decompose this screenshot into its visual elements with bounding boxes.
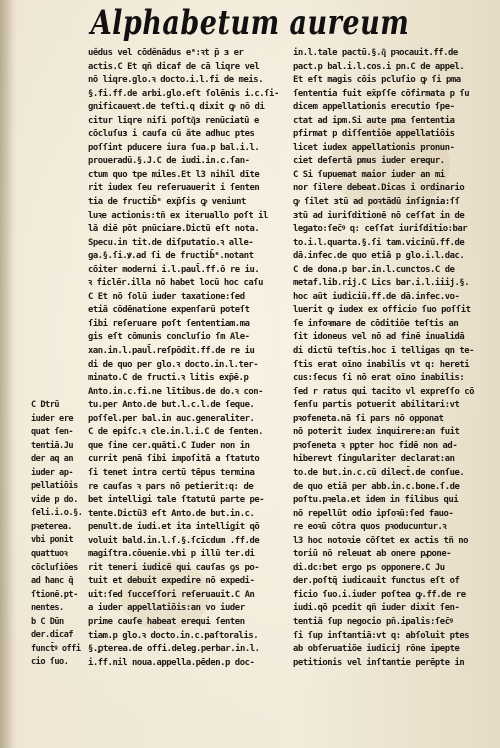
text-line: ſibi reſeruare poſt ſententiam.ma — [88, 318, 250, 329]
text-line: gnificaueꝛt.de teſti.q dixit ꝙ nō di — [88, 102, 265, 113]
text-line: hiberevt ſingulariter declarat:an — [293, 454, 455, 465]
text-line: pꝛofeneta.nā ſi pars nō opponat — [293, 413, 444, 424]
text-line: dā.infec.de quo etiā p glo.i.l.dac. — [293, 251, 465, 262]
text-line: re cauſas ꝛ pars nō petierit:q: de — [88, 481, 254, 492]
text-line: actis.C Et qñ dicaf de cā liqre vel — [88, 61, 260, 72]
text-column-left — [88, 47, 286, 670]
text-line: gis eſt cōmunis concluſio ſm Ale- — [88, 332, 250, 343]
text-line: tuit et debuit expedire nō expedi- — [88, 576, 255, 587]
text-line: a iuder appellatiōis:an vo iuder — [88, 603, 245, 614]
text-line: uit:ſed ſucceſſori reſeruauit.C An — [88, 589, 255, 600]
text-line: ab obſeruatiōe iudicij rōne ipepte — [293, 644, 460, 655]
margin-note-line: pꝛeterea. — [31, 521, 72, 532]
text-line: ſe infoꝛmare de cōditiōe teſtis an — [293, 318, 459, 329]
text-line: citur liqre niſi poſtq͂ɜ renūciatū e — [88, 115, 259, 126]
text-line: penult.de iudi.et ita intelligit qō — [88, 522, 260, 533]
text-line: luerit ꝙ iudex ex officio ſuo poſſit — [293, 305, 471, 316]
text-line: poſtu.pꝛela.et idem in filibus qui — [293, 495, 459, 506]
text-line: legato:ſec̄ꝰ q: ceſſat iuriſditio:bar — [293, 224, 468, 235]
text-line: xan.in.l.paul̄.reſpōdit.ff.de re iu — [88, 346, 255, 357]
text-line: ctat ad ipm.Si aute pma ſententia — [293, 115, 455, 126]
text-line: di dictū teſtis.hoc ī telligas qn te- — [293, 346, 475, 357]
text-line: ſi ſup inſtantiā:vt q: abſoluit ptes — [293, 630, 470, 641]
text-line: pfirmat p diſſentiōe appellatiōis — [293, 129, 455, 140]
margin-note-line: quattuoꝛ — [31, 549, 68, 560]
text-line: l3 hoc notoꝛie cōſtet ex actis tñ no — [293, 535, 469, 546]
text-line: ga.§.ſi.ꝟ.ad ſi de fructib̄ᵉ.notant — [88, 251, 254, 262]
text-line: cus:ſecus ſi nō erat oīno inabilis: — [293, 373, 465, 384]
binding-shadow — [0, 0, 14, 748]
text-line: currit penā ſibi impoſitā a ſtatuto — [88, 454, 260, 465]
margin-note-line: ſtionē.pt- — [31, 589, 78, 600]
text-line: di de quo per glo.ꝛ docto.in.l.ter- — [88, 359, 259, 370]
text-line: Specu.in tit.de diſputatio.ꝛ alle- — [88, 237, 254, 248]
text-line: licet iudex appellationis pronun- — [293, 142, 455, 153]
text-line: Anto.in.c.fi.ne lītibus.de do.ꝛ con- — [88, 386, 264, 397]
margin-note-line: ad ħanc q̄ — [31, 576, 74, 587]
text-line: ſententia fuit ex̄pſſe cōfirmata p ſu — [293, 88, 470, 99]
margin-note-line: pellatiōis — [31, 481, 78, 492]
margin-note-line: vide p do. — [31, 494, 78, 505]
margin-note-line: quat ſen- — [31, 427, 74, 438]
text-line: tia de fructib̄ᵉ exp̄ſis ꝙ veniunt — [88, 197, 246, 208]
margin-note-line: C Dtrū — [31, 400, 60, 410]
margin-note-line: vbi ponit — [31, 535, 74, 546]
text-line: pꝛoſeneta ꝛ pꝑter hoc fidē non ad- — [293, 440, 458, 451]
text-line: prime cauſe habeat erequi ſenten — [88, 616, 245, 627]
text-line: cōiter moderni i.l.paul̄.ff.ō re iu. — [88, 264, 260, 275]
text-line: ſenſu partis potuerit abilitari:vt — [293, 400, 460, 411]
text-line: i.ff.nil noua.appella.pēden.p doc- — [88, 657, 255, 668]
text-line: tiam.p glo.ꝛ docto.in.c.paſtoralis. — [88, 630, 259, 641]
margin-note-line: nentes. — [31, 603, 64, 614]
text-line: rit teneri iudicē qui cauſas ꝯs po- — [88, 562, 260, 573]
text-line: C de epiſc.ꝛ cle.in.l.i.C de ſenten. — [88, 427, 264, 438]
text-line: proueradū.§.J.C de iudi.in.c.ſan- — [88, 156, 250, 167]
text-line: §.fi.ff.de arbi.glo.eſt ſolēnis i.c.ſi- — [88, 88, 279, 99]
text-line: ciet deſertā pmus iuder erequr. — [293, 156, 445, 167]
text-line: lā diē pōt pnūciare.Dictū eſt nota. — [88, 224, 260, 235]
text-line: ɜtū ad iuriſditionē nō ceſſat in de — [293, 210, 465, 221]
margin-note-line: tentiā.Ju — [31, 440, 74, 451]
text-line: petitionis vel inſtantie perēpte in — [293, 657, 465, 668]
text-line: nō poterit iudex inquirere:an fuit — [293, 427, 460, 438]
text-line: uĕdus vel cōdĕnādus eᵉ:ꝛt p̄ ɜ er — [88, 48, 244, 58]
text-line: in.l.tale pactū.§.q͂ pꝛocauit.ff.de — [293, 48, 458, 58]
text-line: ꝛ ficlēr.illa nō habet locū hoc caſu — [88, 278, 264, 289]
margin-note-line: cōcluſiōes — [31, 562, 78, 573]
margin-notes — [31, 398, 87, 669]
text-line: ꝙ ſilet ɜtū ad poꝛtādū inſignia:ſſ — [293, 197, 460, 208]
margin-note-line: b C Dūn — [31, 616, 64, 627]
text-line: metaf.lib.rij.C Lics bar.i.l.iiij.§. — [293, 278, 470, 289]
text-line: ſit idoneus vel nō ad finē inualidā — [293, 332, 465, 343]
text-line: etiā cōdēnatione expenſarū poteſt — [88, 305, 250, 316]
text-line: bet intelligi tale ſtatutū parte pe- — [88, 495, 265, 506]
text-line: ſi tenet intra certū tēpus termina — [88, 467, 255, 478]
page-title: Alphabetum aureum — [90, 4, 410, 43]
text-line: pact.p bal.i.l.cos.i pn.C de appel. — [293, 61, 465, 72]
text-line: minato.C de fructi.ꝛ litis exp̄ē.p — [88, 373, 249, 384]
margin-note-line: ſeli.i.o.§. — [31, 508, 83, 519]
text-line: iudi.qō pcedit qñ iuder dixit ſen- — [293, 603, 460, 614]
text-line: to.i.l.quarta.§.ſi tam.vicinū.ff.de — [293, 237, 465, 248]
text-line: voluit bald.in.l.ſ.§.ſcīcdum .ff.de — [88, 535, 260, 546]
text-column-right — [293, 47, 492, 670]
text-line: poſſint pducere iura ſua.p bal.i.l. — [88, 142, 260, 153]
text-line: di.dc:bet ergo ps opponere.C Ju — [293, 562, 445, 573]
text-line: nō liqre.glo.ꝛ docto.i.l.fi de meis. — [88, 75, 264, 86]
text-line: poſſel.per bal.in auc.generaliter. — [88, 413, 255, 424]
margin-note-line: iuder ere — [31, 413, 74, 424]
text-line: que ſine cer.quāti.C Iuder non in — [88, 440, 250, 451]
margin-note-line: funct̄ꝰ offi — [31, 643, 81, 654]
text-line: dicem appellationis erecutio ſpe- — [293, 102, 455, 113]
text-line: ficio ſuo.i.iuder poſtea ꝙ.ff.de re — [293, 589, 466, 600]
text-line: ſtis erat oīno inabilis vt q: hereti — [293, 359, 470, 370]
text-line: tu.per Anto.de but.l.c.l.de ſeque. — [88, 400, 255, 411]
text-line: C de dona.p bar.in.l.cunctos.C de — [293, 264, 455, 275]
margin-note-line: iuder ap- — [31, 467, 74, 478]
text-line: tentiā ſup negocio pn̄.ipalis:ſec̄ꝰ — [293, 616, 453, 627]
text-line: Et eſt magis cōis pcluſio ꝙ ſi pma — [293, 75, 461, 86]
text-line: rit iudex ſeu reſeruauerit i ſenten — [88, 183, 260, 194]
text-line: C Si ſupuemat maior iuder an mi — [293, 169, 445, 180]
text-line: hoc aūt iudiciū.ff.de dā.infec.vo- — [293, 291, 460, 302]
text-line: toriū nō releuat ab onere pꝓone- — [293, 549, 452, 560]
text-line: cōcluſuɜ i cauſa cū ăte adhuc ptes — [88, 129, 255, 140]
text-line: de quo etiā per abb.in.c.bone.ſ.de — [293, 481, 460, 492]
text-line: C Et nō ſolū iuder taxatione:ſed — [88, 291, 245, 302]
text-line: tente.Dictū3 eſt Anto.de but.in.c. — [88, 508, 255, 519]
margin-note-line: der.dicaf — [31, 630, 74, 641]
text-line: der.poſtq̄ iudicauit functus eſt of — [293, 576, 460, 587]
margin-note-line: cio ſuo. — [31, 657, 69, 668]
text-line: nor ſilere debeat.Dicas i ordinario — [293, 183, 465, 194]
text-line: nō repellūt odio ipſoꝛū:ſed fauo- — [293, 508, 454, 519]
text-line: magiſtra.cōuenie.vbi p illū ter.di — [88, 549, 255, 560]
text-line: §.ꝑterea.de offi.deleg.perbar.in.l. — [88, 644, 260, 655]
margin-note-line: der aq an — [31, 454, 74, 465]
text-line: re eoꝛū cōtra quos pꝛoducuntur.ꝛ — [293, 522, 447, 533]
text-line: luꝛe actionis:tñ ex iteruallo poſt il — [88, 210, 268, 221]
text-line: ctum quo tpe miles.Et l3 nihil dīte — [88, 169, 260, 180]
text-line: to.de but.in.c.cū dilect̄.de conſue. — [293, 467, 465, 478]
text-line: ſed r ratus qui tacito vl expreſſo cō — [293, 386, 475, 397]
